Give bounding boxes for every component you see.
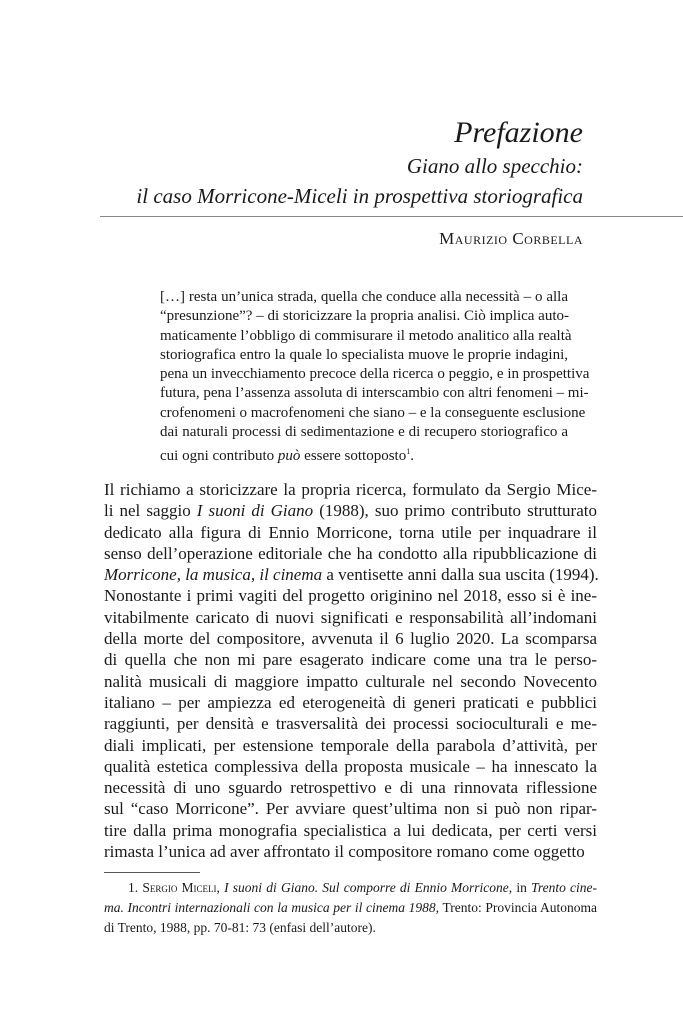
text-run: futura, pena l’assenza assoluta di interscambio con altri fenomeni – mi- — [160, 385, 589, 402]
text-run: Morricone, la musica, il cinema — [104, 565, 323, 585]
text-line — [104, 713, 597, 734]
text-run: raggiunti, per densità e trasversalità dei processi socioculturali e me- — [104, 714, 597, 734]
text-run: […] resta un’unica strada, quella che conduce alla necessità – o alla — [160, 289, 568, 305]
text-run: tire dalla prima monografia specialistica a lui dedicata, per certi versi — [104, 820, 597, 840]
chapter-title: Prefazione — [454, 116, 583, 149]
text-line — [104, 607, 597, 628]
text-line — [104, 671, 597, 692]
text-run: Nonostante i primi vagiti del progetto originino nel 2018, esso si è ine- — [104, 586, 597, 606]
text-run: pena un invecchiamento precoce della ricerca o peggio, e in prospettiva — [160, 366, 590, 382]
text-run: in — [512, 880, 532, 895]
text-run: qualità estetica complessiva della proposta musicale – ha innescato la — [104, 756, 597, 776]
text-line — [160, 423, 568, 442]
text-run: Sergio Miceli — [142, 880, 217, 895]
text-run: dedicato alla figura di Ennio Morricone, torna utile per inquadrare il — [104, 522, 597, 542]
text-line — [104, 756, 597, 777]
text-line — [104, 898, 597, 918]
chapter-subtitle-line-2: il caso Morricone-Miceli in prospettiva storiografica — [136, 184, 583, 208]
text-line — [104, 798, 597, 819]
text-line — [160, 346, 568, 365]
text-run: “presunzione”? – di storicizzare la propria analisi. Ciò implica auto- — [160, 308, 570, 325]
text-line — [160, 404, 586, 423]
text-line — [104, 649, 597, 670]
text-line — [104, 564, 597, 585]
author-name: Maurizio Corbella — [439, 229, 583, 248]
text-line — [104, 628, 597, 649]
footnote-divider — [104, 872, 200, 873]
text-run: Trento cine- — [531, 880, 597, 895]
body-paragraph — [104, 479, 597, 862]
text-run: di quella che non mi pare esagerato indicare come una tra le perso- — [104, 650, 597, 670]
text-line — [160, 365, 590, 384]
text-line — [160, 288, 568, 307]
text-run: li nel saggio — [104, 501, 197, 521]
text-run: vitabilmente caricato di nuovi significati e responsabilità all’indomani — [104, 607, 597, 627]
text-line — [104, 878, 597, 898]
text-run: Trento: Provincia Autonoma — [439, 900, 597, 915]
text-run: rimasta l’unica ad aver affrontato il compositore romano come oggetto — [104, 842, 585, 862]
text-run: crofenomeni o macrofenomeni che siano – e la conseguente esclusione — [160, 404, 586, 421]
text-line — [104, 522, 597, 543]
text-run: . — [410, 448, 414, 464]
text-run: sul “caso Morricone”. Per avviare quest’ultima non si può non ripar- — [104, 799, 597, 819]
text-line — [160, 384, 589, 403]
text-run: Il richiamo a storicizzare la propria ricerca, formulato da Sergio Mice- — [104, 480, 597, 499]
text-line — [104, 500, 597, 521]
text-run: essere sottoposto — [300, 448, 407, 464]
text-run: storiografica entro la quale lo specialista muove le proprie indagini, — [160, 346, 568, 363]
text-run: della morte del compositore, avvenuta il 6 luglio 2020. La scomparsa — [104, 629, 597, 649]
text-run: diali implicati, per estensione temporale della parabola d’attività, per — [104, 735, 597, 755]
text-run: a ventisette anni dalla sua uscita (1994). — [322, 565, 599, 585]
text-run: di Trento, 1988, pp. 70-81: 73 (enfasi dell’autore). — [104, 920, 376, 935]
footnote — [104, 878, 597, 938]
text-run: dai naturali processi di sedimentazione e di recupero storiografico a — [160, 423, 568, 440]
text-run: italiano – per ampiezza ed eterogeneità di generi praticati e pubblici — [104, 692, 597, 712]
text-line — [160, 442, 568, 466]
text-run: I suoni di Giano. Sul comporre di Ennio Morricone, — [224, 880, 513, 895]
text-run: maticamente l’obbligo di commisurare il metodo analitico alla realtà — [160, 327, 572, 344]
text-run: (1988), suo primo contributo strutturato — [313, 501, 597, 521]
text-line — [160, 307, 568, 326]
text-line — [104, 820, 597, 841]
epigraph-quote — [160, 288, 590, 466]
text-run: nalità musicali di maggiore impatto culturale nel secondo Novecento — [104, 671, 597, 691]
footnote-ref: 1 — [406, 447, 411, 456]
text-run: necessità di uno sguardo retrospettivo e di una rinnovata riflessione — [104, 778, 597, 798]
text-line — [160, 327, 572, 346]
title-divider — [100, 216, 683, 217]
text-run: può — [277, 448, 301, 464]
text-line — [104, 585, 597, 606]
text-line — [104, 543, 597, 564]
text-run: cui ogni contributo — [160, 448, 278, 464]
chapter-subtitle-line-1: Giano allo specchio: — [406, 154, 583, 178]
text-line — [104, 479, 597, 500]
text-run: 1. — [128, 880, 143, 895]
text-line — [104, 777, 597, 798]
text-line — [104, 841, 597, 862]
text-run: , — [216, 880, 225, 895]
text-line — [104, 735, 597, 756]
text-line — [104, 918, 597, 938]
text-run: I suoni di Giano — [196, 501, 314, 521]
text-run: senso dell’operazione editoriale che ha condotto alla ripubblicazione di — [104, 543, 597, 563]
text-run: ma. Incontri internazionali con la musica per il cinema 1988, — [104, 900, 440, 915]
text-line — [104, 692, 597, 713]
